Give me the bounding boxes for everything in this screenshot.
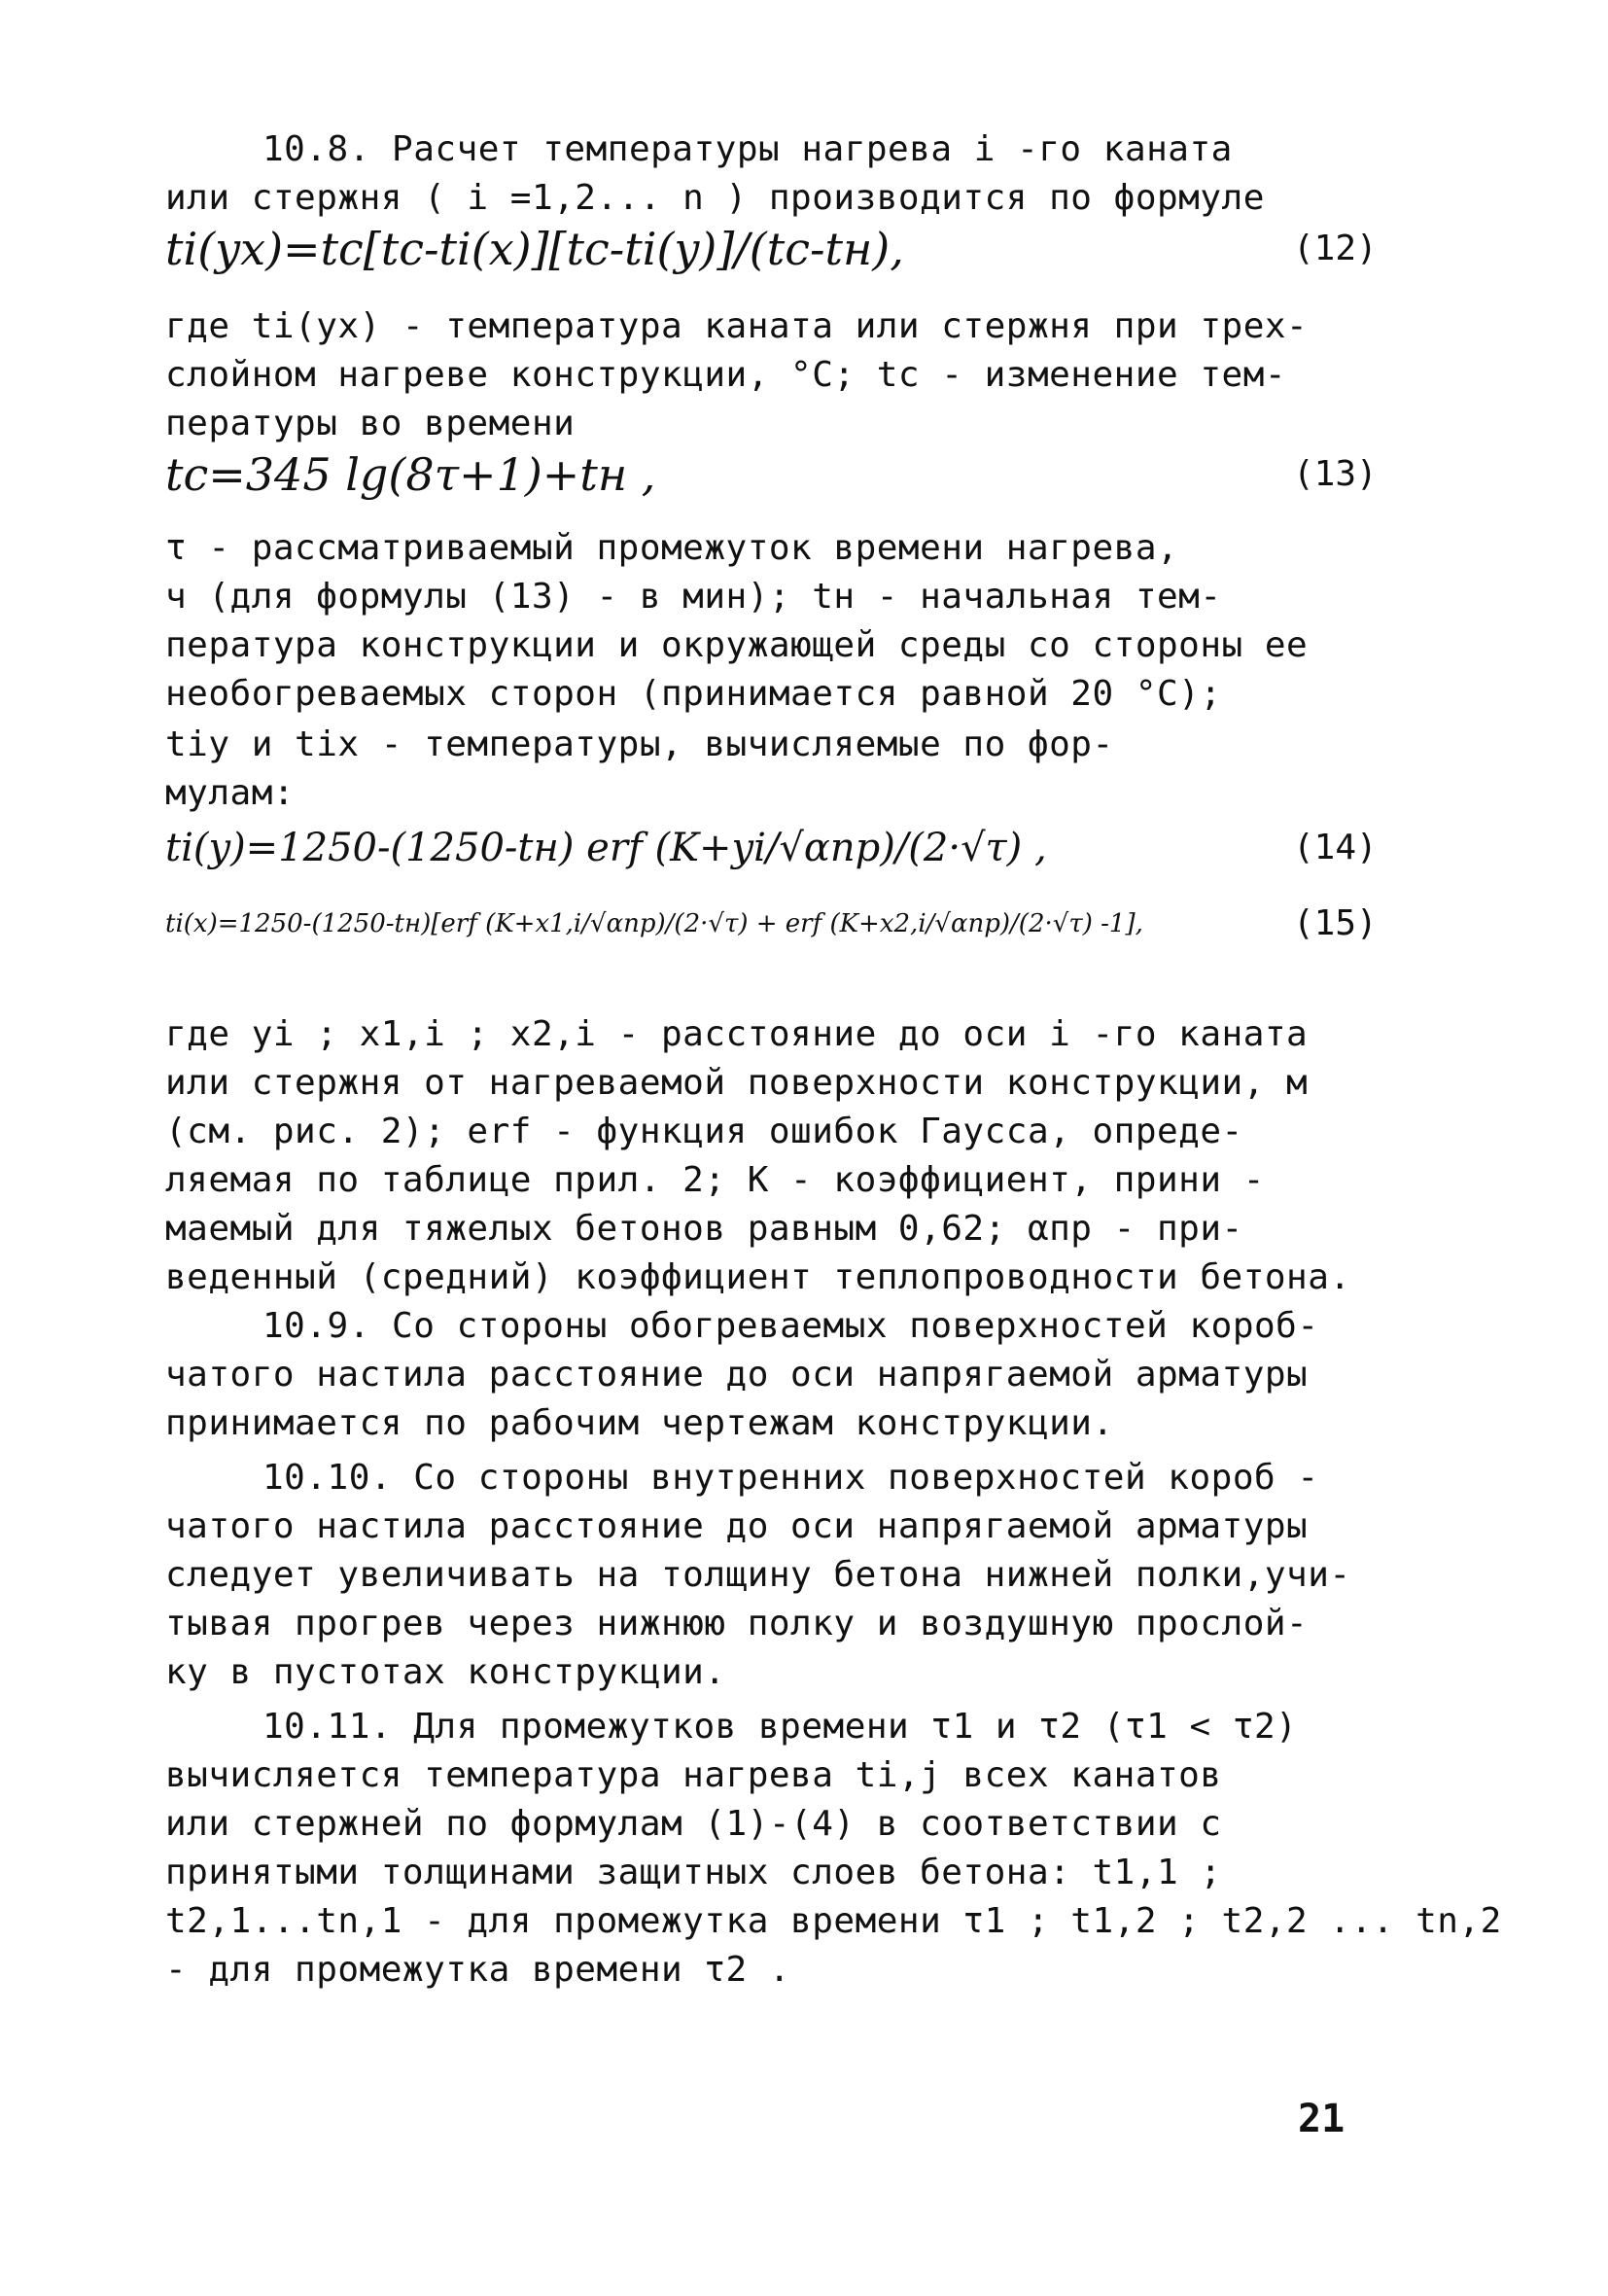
text-line: необогреваемых сторон (принимается равной 20 °С); [165,674,1222,714]
text-line: ляемая по таблице прил. 2; K - коэффициент, прини - [165,1160,1265,1200]
text-line: (см. рис. 2); erf - функция ошибок Гаусса, опреде- [165,1112,1243,1151]
equation-number: (13) [1293,454,1378,494]
formula-14: ti(y)=1250-(1250-tн) erf (K+yi/√αпр)/(2·√τ) , [165,826,1047,870]
text-line: пература конструкции и окружающей среды со стороны ее [165,625,1309,665]
text-line: - для промежутка времени τ2 . [165,1950,791,1990]
text-line: принимается по рабочим чертежам конструкции. [165,1403,1114,1443]
text-line: где ti(yx) - температура каната или стержня при трех- [165,306,1309,346]
text-line: мулам: [165,773,296,813]
text-line: вычисляется температура нагрева ti,j всех канатов [165,1755,1222,1795]
paragraph-10-10: 10.10. Со стороны внутренних поверхностей короб - [262,1458,1319,1498]
text-line: чатого настила расстояние до оси напрягаемой арматуры [165,1506,1309,1546]
formula-12: ti(yx)=tc[tc-ti(x)][tc-ti(y)]/(tc-tн), [165,223,904,275]
equation-number: (12) [1293,229,1378,268]
text-line: t2,1...tn,1 - для промежутка времени τ1 ; t1,2 ; t2,2 ... tn,2 [165,1901,1502,1941]
paragraph-10-9: 10.9. Со стороны обогреваемых поверхностей короб- [262,1306,1319,1346]
text-line: принятыми толщинами защитных слоев бетона: t1,1 ; [165,1853,1222,1892]
text-line: 10.8. Расчет температуры нагрева i -го каната [262,129,1233,169]
text-line: где yi ; x1,i ; x2,i - расстояние до оси i -го каната [165,1014,1309,1054]
text-line: чатого настила расстояние до оси напрягаемой арматуры [165,1355,1309,1395]
paragraph-10-11: 10.11. Для промежутков времени τ1 и τ2 (τ1 < τ2) [262,1707,1298,1747]
page-number: 21 [1298,2097,1346,2141]
formula-15: ti(x)=1250-(1250-tн)[erf (K+x1,i/√αпр)/(2·√τ) + erf (K+x2,i/√αпр)/(2·√τ) -1], [165,909,1143,938]
text-line: тывая прогрев через нижнюю полку и воздушную прослой- [165,1604,1309,1643]
text-line: маемый для тяжелых бетонов равным 0,62; αпр - при- [165,1209,1243,1249]
text-line: τ - рассматриваемый промежуток времени нагрева, [165,528,1179,568]
text-line: ку в пустотах конструкции. [165,1652,726,1692]
text-line: tiy и tix - температуры, вычисляемые по фор- [165,724,1114,764]
text-line: слойном нагреве конструкции, °С; tc - изменение тем- [165,355,1287,395]
text-line: или стержня от нагреваемой поверхности конструкции, м [165,1063,1309,1103]
text-line: пературы во времени [165,404,576,443]
text-line: следует увеличивать на толщину бетона нижней полки,учи- [165,1555,1351,1595]
text-line: веденный (средний) коэффициент теплопроводности бетона. [165,1257,1351,1297]
text-line: или стержней по формулам (1)-(4) в соответствии с [165,1804,1222,1844]
text-line: или стержня ( i =1,2... n ) производится по формуле [165,178,1265,218]
text-line: ч (для формулы (13) - в мин); tн - начальная тем- [165,577,1222,617]
equation-number: (15) [1293,903,1378,943]
equation-number: (14) [1293,828,1378,867]
formula-13: tc=345 lg(8τ+1)+tн , [165,448,656,501]
